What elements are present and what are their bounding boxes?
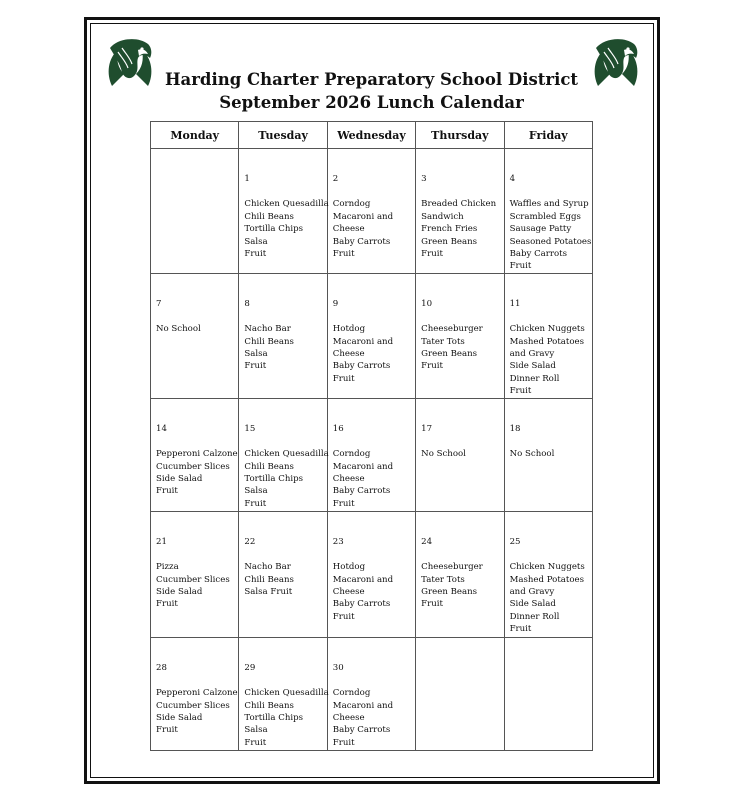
menu-item: French Fries xyxy=(421,224,478,235)
menu-item: Fruit xyxy=(332,373,355,384)
day-number: 22 xyxy=(244,536,256,547)
menu-item: Sausage Patty xyxy=(509,224,572,235)
menu-item: Chicken Nuggets xyxy=(509,324,585,335)
menu-item: Green Beans xyxy=(421,349,478,360)
week-row xyxy=(151,149,593,274)
day-cell xyxy=(327,637,415,750)
menu-item: Green Beans xyxy=(421,236,478,247)
menu-item: Sandwich xyxy=(421,211,464,222)
day-number: 15 xyxy=(244,423,256,434)
menu-item: Salsa xyxy=(244,349,268,360)
day-cell xyxy=(504,273,592,398)
day-cell xyxy=(151,398,239,511)
menu-item: Chicken Quesadilla xyxy=(244,688,329,699)
day-cell xyxy=(416,637,504,750)
day-cell xyxy=(416,273,504,398)
menu-item: Chili Beans xyxy=(244,461,294,472)
weekday-header-row xyxy=(151,122,593,149)
day-cell xyxy=(416,398,504,511)
menu-item: Chicken Quesadilla xyxy=(244,199,329,210)
menu-item: Tater Tots xyxy=(421,574,465,585)
day-cell xyxy=(327,511,415,637)
menu-item: and Gravy xyxy=(509,586,555,597)
menu-item: Chili Beans xyxy=(244,700,294,711)
menu-item: Cheese xyxy=(332,349,365,360)
day-cell xyxy=(239,398,327,511)
menu-item: Scrambled Eggs xyxy=(509,211,581,222)
menu-item: Chili Beans xyxy=(244,211,294,222)
menu-item: Tortilla Chips xyxy=(244,473,304,484)
menu-item: Fruit xyxy=(421,361,443,372)
day-number: 7 xyxy=(156,298,162,309)
day-number: 30 xyxy=(332,662,344,673)
menu-item: Cheeseburger xyxy=(421,324,483,335)
menu-item: Fruit xyxy=(244,737,267,748)
menu-item: Side Salad xyxy=(509,599,556,610)
menu-item: No School xyxy=(156,324,201,335)
day-number: 1 xyxy=(244,174,250,184)
day-number: 2 xyxy=(332,174,339,184)
menu-item: Macaroni and xyxy=(332,574,394,585)
day-cell xyxy=(504,398,592,511)
menu-item: Side Salad xyxy=(509,361,556,372)
menu-item: Baby Carrots xyxy=(332,486,391,497)
menu-item: Cheese xyxy=(332,586,365,597)
menu-item: Side Salad xyxy=(156,712,203,723)
menu-item: Fruit xyxy=(509,624,532,635)
menu-item: No School xyxy=(421,449,466,460)
day-cell xyxy=(416,149,504,274)
menu-item: Chicken Nuggets xyxy=(509,562,585,573)
day-number: 4 xyxy=(509,174,516,184)
menu-item: Fruit xyxy=(156,725,178,736)
menu-item: Fruit xyxy=(332,611,355,622)
day-cell xyxy=(151,511,239,637)
district-title: Harding Charter Preparatory School District xyxy=(164,70,579,89)
day-number: 23 xyxy=(332,536,344,547)
menu-item: Fruit xyxy=(156,486,178,497)
day-cell xyxy=(327,398,415,511)
weekday-header: Thursday xyxy=(416,122,504,149)
menu-item: Nacho Bar xyxy=(244,324,291,335)
menu-item: Corndog xyxy=(332,688,371,699)
day-cell xyxy=(151,149,239,274)
menu-item: Fruit xyxy=(421,599,443,610)
menu-item: Mashed Potatoes xyxy=(509,336,585,347)
menu-item: Waffles and Syrup xyxy=(509,199,589,210)
menu-item: Cheese xyxy=(332,473,365,484)
lunch-calendar-table xyxy=(150,121,593,751)
menu-item: No School xyxy=(509,449,555,460)
day-cell xyxy=(416,511,504,637)
day-number: 14 xyxy=(156,423,167,434)
menu-item: Pepperoni Calzone xyxy=(156,449,238,460)
menu-item: Fruit xyxy=(509,261,532,272)
menu-item: Fruit xyxy=(244,361,267,372)
menu-item: Fruit xyxy=(332,737,355,748)
day-number: 3 xyxy=(421,174,427,184)
calendar-title: September 2026 Lunch Calendar xyxy=(219,93,524,112)
day-number: 10 xyxy=(421,298,433,309)
day-number: 25 xyxy=(509,536,521,547)
menu-item: Baby Carrots xyxy=(332,725,391,736)
day-number: 28 xyxy=(156,662,167,673)
menu-item: Salsa xyxy=(244,236,268,247)
day-number: 16 xyxy=(332,423,344,434)
day-number: 18 xyxy=(509,423,521,434)
menu-item: Corndog xyxy=(332,449,371,460)
day-number: 11 xyxy=(509,298,521,309)
day-number: 21 xyxy=(156,536,167,547)
menu-item: Macaroni and xyxy=(332,700,394,711)
menu-item: Macaroni and xyxy=(332,336,394,347)
menu-item: Cucumber Slices xyxy=(156,700,230,711)
day-cell xyxy=(239,637,327,750)
menu-item: Chili Beans xyxy=(244,336,294,347)
menu-item: Fruit xyxy=(509,386,532,397)
menu-item: Green Beans xyxy=(421,586,478,597)
day-cell xyxy=(327,149,415,274)
menu-item: Breaded Chicken xyxy=(421,199,497,210)
weekday-header: Friday xyxy=(504,122,592,149)
menu-item: Macaroni and xyxy=(332,461,394,472)
menu-item: Baby Carrots xyxy=(332,361,391,372)
menu-item: Fruit xyxy=(244,498,267,509)
day-cell xyxy=(327,273,415,398)
day-number: 17 xyxy=(421,423,433,434)
day-cell xyxy=(504,637,592,750)
weekday-header: Tuesday xyxy=(239,122,327,149)
menu-item: Mashed Potatoes xyxy=(509,574,585,585)
day-cell xyxy=(239,511,327,637)
menu-item: Fruit xyxy=(244,249,267,260)
day-number: 8 xyxy=(244,298,250,309)
day-cell xyxy=(504,511,592,637)
menu-item: Tortilla Chips xyxy=(244,224,304,235)
menu-item: Cucumber Slices xyxy=(156,574,230,585)
menu-item: Hotdog xyxy=(332,324,366,335)
menu-item: Tortilla Chips xyxy=(244,712,304,723)
menu-item: Corndog xyxy=(332,199,371,210)
menu-item: Cheeseburger xyxy=(421,562,483,573)
menu-item: Dinner Roll xyxy=(509,611,560,622)
menu-item: Cheese xyxy=(332,712,365,723)
menu-item: Hotdog xyxy=(332,562,366,573)
week-row xyxy=(151,511,593,637)
menu-item: Dinner Roll xyxy=(509,373,560,384)
day-cell xyxy=(151,637,239,750)
menu-item: Cucumber Slices xyxy=(156,461,230,472)
week-row xyxy=(151,273,593,398)
menu-item: Macaroni and xyxy=(332,211,394,222)
menu-item: Fruit xyxy=(421,249,443,260)
menu-item: Chicken Quesadilla xyxy=(244,449,329,460)
menu-item: and Gravy xyxy=(509,349,555,360)
menu-item: Salsa Fruit xyxy=(244,586,293,597)
menu-item: Salsa xyxy=(244,725,268,736)
menu-item: Baby Carrots xyxy=(332,599,391,610)
menu-item: Pepperoni Calzone xyxy=(156,688,238,699)
menu-item: Pizza xyxy=(156,562,179,573)
menu-item: Side Salad xyxy=(156,473,203,484)
menu-item: Chili Beans xyxy=(244,574,294,585)
menu-item: Fruit xyxy=(332,249,355,260)
weekday-header: Wednesday xyxy=(327,122,415,149)
day-number: 29 xyxy=(244,662,256,673)
day-number: 24 xyxy=(421,536,433,547)
week-row xyxy=(151,637,593,750)
menu-item: Baby Carrots xyxy=(332,236,391,247)
weekday-header: Monday xyxy=(151,122,239,149)
day-number: 9 xyxy=(332,298,339,309)
day-cell xyxy=(151,273,239,398)
menu-item: Seasoned Potatoes xyxy=(509,236,592,247)
menu-item: Baby Carrots xyxy=(509,249,568,260)
menu-item: Fruit xyxy=(332,498,355,509)
menu-item: Side Salad xyxy=(156,586,203,597)
eagle-head-icon xyxy=(104,36,156,92)
menu-item: Salsa xyxy=(244,486,268,497)
menu-item: Tater Tots xyxy=(421,336,465,347)
menu-item: Cheese xyxy=(332,224,365,235)
menu-item: Nacho Bar xyxy=(244,562,291,573)
eagle-head-icon xyxy=(590,36,642,92)
week-row xyxy=(151,398,593,511)
day-cell xyxy=(239,273,327,398)
day-cell xyxy=(239,149,327,274)
menu-item: Fruit xyxy=(156,599,178,610)
day-cell xyxy=(504,149,592,274)
